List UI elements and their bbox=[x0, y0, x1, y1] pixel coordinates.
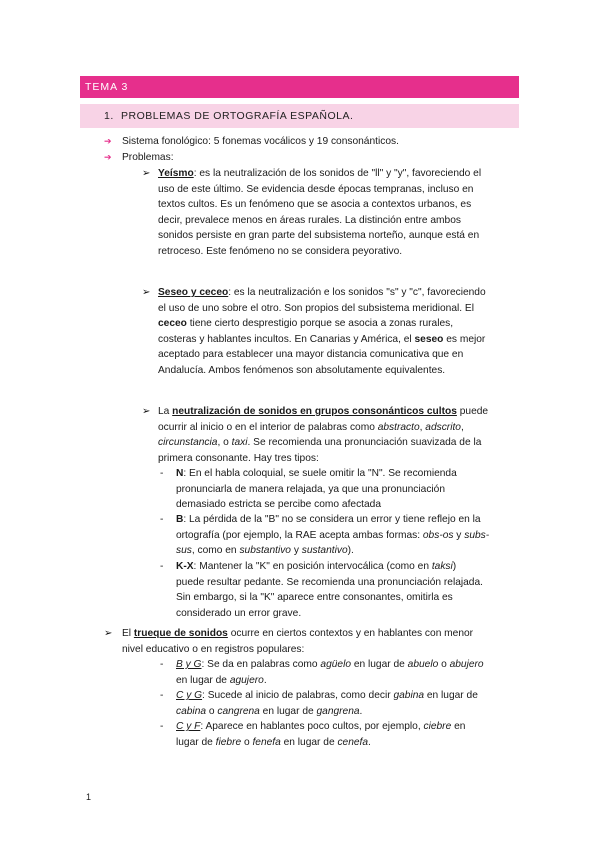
topic-title: TEMA 3 bbox=[85, 81, 129, 93]
seseo-paragraph bbox=[158, 285, 518, 379]
item-text: : Sucede al inicio de palabras, como decir bbox=[202, 690, 394, 701]
trueque-text: ocurre en ciertos contextos y en hablantes con menor bbox=[227, 628, 474, 639]
item-text: en lugar de bbox=[280, 736, 338, 748]
example-word: subs- bbox=[464, 529, 490, 541]
item-line bbox=[176, 543, 518, 559]
example-word: abuelo bbox=[407, 659, 439, 670]
item-text: y bbox=[453, 529, 465, 541]
section-header-bar bbox=[80, 104, 519, 128]
seseo-term: Seseo y ceceo bbox=[158, 287, 229, 298]
section-number: 1. bbox=[104, 110, 114, 122]
trueque-text: El bbox=[122, 628, 134, 639]
dash-bullet: - bbox=[160, 514, 164, 525]
item-text: ortografía (por ejemplo, la RAE acepta ambas formas: bbox=[176, 529, 423, 541]
item-label: N bbox=[176, 468, 184, 479]
example-word: adscrito bbox=[425, 421, 461, 433]
example-word: taksi bbox=[431, 561, 453, 572]
arrowhead-bullet-icon: ➢ bbox=[142, 287, 151, 298]
item-line bbox=[176, 719, 518, 735]
trueque-paragraph bbox=[122, 626, 518, 657]
item-text: : Se da en palabras como bbox=[201, 659, 321, 670]
dash-bullet: - bbox=[160, 721, 164, 732]
example-word: sus bbox=[176, 545, 192, 557]
item-label: C y G bbox=[176, 690, 203, 701]
trueque-term: trueque de sonidos bbox=[133, 628, 228, 639]
item-line: demasiado estricta se percibe como afectada bbox=[176, 499, 381, 511]
item-text: : Mantener la "K" en posición intervocálica (como en bbox=[193, 561, 432, 572]
example-word: gangrena bbox=[316, 705, 360, 717]
trueque-line bbox=[122, 626, 518, 642]
item-line bbox=[176, 735, 518, 751]
example-word: abujero bbox=[449, 659, 484, 670]
neutral-text: , bbox=[460, 421, 464, 433]
arrowhead-bullet-icon: ➢ bbox=[142, 168, 151, 179]
item-text: en lugar de bbox=[424, 690, 478, 701]
item-text: o bbox=[206, 705, 218, 717]
trueque-item-cyf bbox=[176, 719, 518, 750]
item-label: B bbox=[176, 514, 184, 525]
seseo-text: : es la neutralización e los sonidos "s" y "c", favoreciendo bbox=[228, 287, 486, 298]
item-text: : Aparece en hablantes poco cultos, por ejemplo, bbox=[200, 721, 424, 732]
item-label: B y G bbox=[176, 659, 202, 670]
neutral-text: , o bbox=[217, 437, 232, 449]
trueque-item-byg bbox=[176, 657, 518, 688]
neutral-text: , bbox=[419, 421, 426, 433]
item-line: Sin embargo, si la "K" aparece entre consonantes, omitirla es bbox=[176, 592, 453, 604]
item-line bbox=[176, 673, 518, 689]
item-line: pronunciarla de manera relajada, ya que una pronunciación bbox=[176, 483, 446, 495]
neutral-line: primera consonante. Hay tres tipos: bbox=[158, 452, 319, 464]
item-text: , como en bbox=[191, 545, 240, 557]
item-line bbox=[176, 559, 518, 575]
yeismo-term: Yeísmo bbox=[158, 168, 194, 179]
dash-bullet: - bbox=[160, 468, 164, 479]
seseo-line: aceptado para establecer una mayor distancia comunicativa que en bbox=[158, 349, 464, 361]
item-text: en lugar de bbox=[259, 705, 317, 717]
example-word: abstracto bbox=[377, 421, 420, 433]
yeismo-line: uso de este último. Se evidencia desde épocas tempranas, incluso en bbox=[158, 183, 474, 195]
seseo-line bbox=[158, 316, 518, 332]
yeismo-paragraph bbox=[158, 166, 518, 260]
item-text: en bbox=[451, 721, 466, 732]
neutral-line-1 bbox=[158, 404, 518, 420]
dash-bullet: - bbox=[160, 690, 164, 701]
item-text: en lugar de bbox=[176, 674, 230, 686]
section-title: PROBLEMAS DE ORTOGRAFÍA ESPAÑOLA. bbox=[121, 110, 354, 122]
item-text: : En el habla coloquial, se suele omitir la "N". Se recomienda bbox=[183, 468, 457, 479]
yeismo-line: decir, prevalece menos en áreas rurales. La distinción entre ambos bbox=[158, 214, 461, 226]
example-word: sustantivo bbox=[301, 545, 348, 557]
seseo-text: tiene cierto desprestigio porque se asocia a zonas rurales, bbox=[186, 318, 454, 330]
seseo-line bbox=[158, 332, 518, 348]
item-text: . bbox=[263, 674, 267, 686]
dash-bullet: - bbox=[160, 659, 164, 670]
item-text: o bbox=[241, 736, 253, 748]
item-text: : La pérdida de la "B" no se considera un error y tiene reflejo en la bbox=[183, 514, 481, 525]
item-text: . bbox=[359, 705, 363, 717]
neutral-item-b bbox=[176, 512, 518, 559]
item-line bbox=[176, 657, 518, 673]
item-text: . bbox=[368, 736, 371, 748]
item-text: ) bbox=[452, 561, 457, 572]
seseo-bold-term: seseo bbox=[414, 333, 444, 345]
seseo-text: es mejor bbox=[443, 333, 486, 345]
yeismo-line-1 bbox=[158, 166, 518, 182]
item-line bbox=[176, 704, 518, 720]
neutral-item-kx bbox=[176, 559, 518, 621]
neutral-term: neutralización de sonidos en grupos consonánticos cultos bbox=[172, 406, 457, 417]
item-text: o bbox=[438, 659, 450, 670]
item-line: puede resultar pedante. Se recomienda una pronunciación relajada. bbox=[176, 576, 483, 588]
item-label: K-X bbox=[176, 561, 194, 572]
item-line: considerado un error grave. bbox=[176, 607, 302, 619]
trueque-item-cyg bbox=[176, 688, 518, 719]
intro-line: Problemas: bbox=[122, 152, 174, 163]
example-word: ciebre bbox=[423, 721, 452, 732]
example-word: circunstancia bbox=[158, 437, 218, 449]
example-word: substantivo bbox=[239, 545, 291, 557]
example-word: gabina bbox=[393, 690, 425, 701]
yeismo-text: : es la neutralización de los sonidos de "ll" y "y", favoreciendo el bbox=[193, 168, 482, 179]
arrowhead-bullet-icon: ➢ bbox=[142, 406, 151, 417]
example-word: fiebre bbox=[215, 736, 242, 748]
intro-line: Sistema fonológico: 5 fonemas vocálicos y 19 consonánticos. bbox=[122, 136, 399, 147]
neutral-text: . Se recomienda una pronunciación suavizada de la bbox=[247, 437, 482, 449]
seseo-line: Andalucía. Ambos fenómenos son absolutamente equivalentes. bbox=[158, 364, 446, 376]
item-line bbox=[176, 688, 518, 704]
example-word: cenefa bbox=[337, 736, 369, 748]
example-word: fenefa bbox=[252, 736, 281, 748]
yeismo-line: textos cultos. Es un fenómeno que se asocia a contextos urbanos, es bbox=[158, 199, 472, 211]
example-word: taxi bbox=[231, 437, 248, 449]
example-word: cangrena bbox=[217, 705, 260, 717]
arrow-right-icon: ➔ bbox=[104, 136, 112, 146]
neutral-text: puede bbox=[456, 406, 489, 417]
example-word: obs-os bbox=[422, 529, 454, 541]
neutralizacion-paragraph bbox=[158, 404, 518, 466]
arrow-right-icon: ➔ bbox=[104, 152, 112, 162]
neutral-line bbox=[158, 420, 518, 436]
item-line bbox=[176, 528, 518, 544]
item-text: en lugar de bbox=[351, 659, 408, 670]
item-text: y bbox=[290, 545, 302, 557]
neutral-item-n bbox=[176, 466, 518, 513]
example-word: cabina bbox=[176, 705, 207, 717]
neutral-text: La bbox=[158, 406, 173, 417]
ceceo-term: ceceo bbox=[158, 318, 187, 330]
seseo-line-1 bbox=[158, 285, 518, 301]
example-word: agujero bbox=[229, 674, 264, 686]
seseo-text: costeras y hablantes incultos. En Canarias y América, el bbox=[158, 333, 415, 345]
neutral-text: ocurrir al inicio o en el interior de palabras como bbox=[158, 421, 378, 433]
yeismo-line: sonidos persiste en gran parte del subsistema norteño, aunque está en bbox=[158, 230, 480, 242]
trueque-line: nivel educativo o en registros populares: bbox=[122, 643, 305, 655]
topic-header-bar bbox=[80, 76, 519, 98]
yeismo-line: retroceso. Este fenómeno no se considera peyorativo. bbox=[158, 245, 403, 257]
dash-bullet: - bbox=[160, 561, 164, 572]
neutral-line bbox=[158, 435, 518, 451]
item-line bbox=[176, 512, 518, 528]
arrowhead-bullet-icon: ➢ bbox=[104, 628, 113, 639]
item-text: ). bbox=[347, 545, 354, 557]
item-text: lugar de bbox=[176, 736, 216, 748]
page-number: 1 bbox=[86, 792, 92, 802]
item-line bbox=[176, 466, 518, 482]
item-label: C y F bbox=[176, 721, 201, 732]
seseo-line: el uso de uno sobre el otro. Son propios del subsistema meridional. El bbox=[158, 302, 474, 314]
example-word: agüelo bbox=[320, 659, 352, 670]
